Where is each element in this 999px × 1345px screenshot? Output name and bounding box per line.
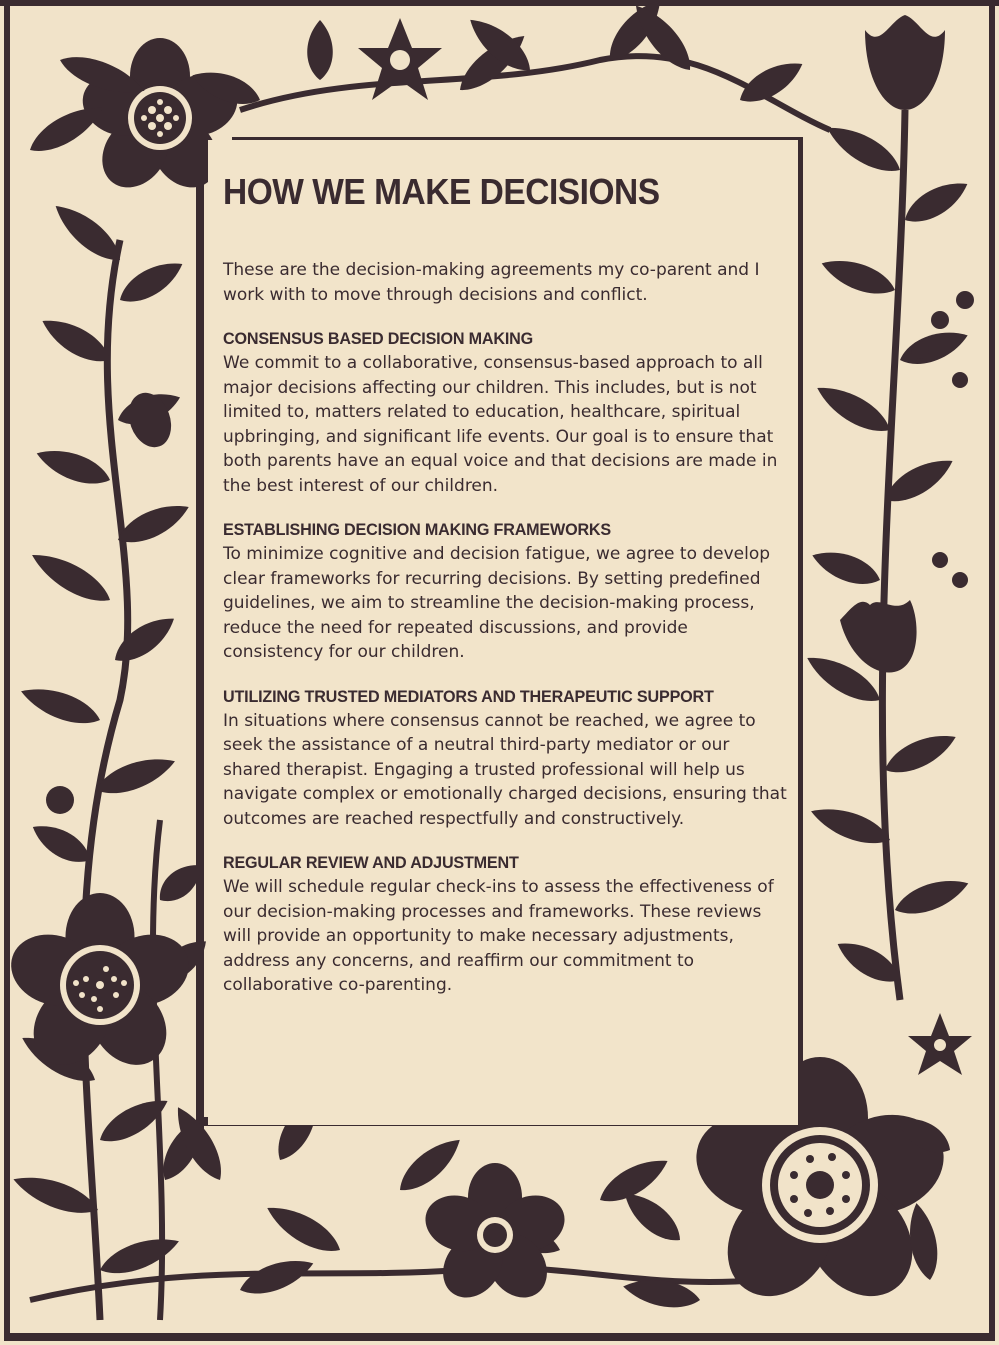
section-consensus [223, 327, 788, 498]
section-heading: ESTABLISHING DECISION MAKING FRAMEWORKS [223, 520, 611, 539]
section-review [223, 851, 788, 998]
page-title: HOW WE MAKE DECISIONS [223, 171, 660, 212]
section-heading: REGULAR REVIEW AND ADJUSTMENT [223, 853, 519, 872]
section-body: We will schedule regular check-ins to assess the effectiveness of our decision-making processes and frameworks. These reviews will provide an opportunity to make necessary adjustments, address any concerns, and reaffirm our commitment to collaborative co-parenting. [223, 877, 774, 995]
section-mediators [223, 685, 788, 832]
intro-paragraph: These are the decision-making agreements my co-parent and I work with to move through decisions and conflict. [223, 260, 760, 305]
section-body: To minimize cognitive and decision fatigue, we agree to develop clear frameworks for recurring decisions. By setting predefined guidelines, we aim to streamline the decision-making process, reduce the need for repeated discussions, and provide consistency for our children. [223, 544, 771, 662]
section-body: We commit to a collaborative, consensus-based approach to all major decisions affecting our children. This includes, but is not limited to, matters related to education, healthcare, spiritual upbringing, and significant life events. Our goal is to ensure that both parents have an equal voice and that decisions are made in the best interest of our children. [223, 353, 778, 496]
section-heading: UTILIZING TRUSTED MEDIATORS AND THERAPEUTIC SUPPORT [223, 686, 714, 706]
section-heading: CONSENSUS BASED DECISION MAKING [223, 329, 533, 348]
document-content [223, 172, 788, 998]
section-frameworks [223, 518, 788, 665]
section-body: In situations where consensus cannot be reached, we agree to seek the assistance of a neutral third-party mediator or our shared therapist. Engaging a trusted professional will help us navigate complex or emotionally charged decisions, ensuring that outcomes are reached respectfully and constructively. [223, 710, 787, 829]
